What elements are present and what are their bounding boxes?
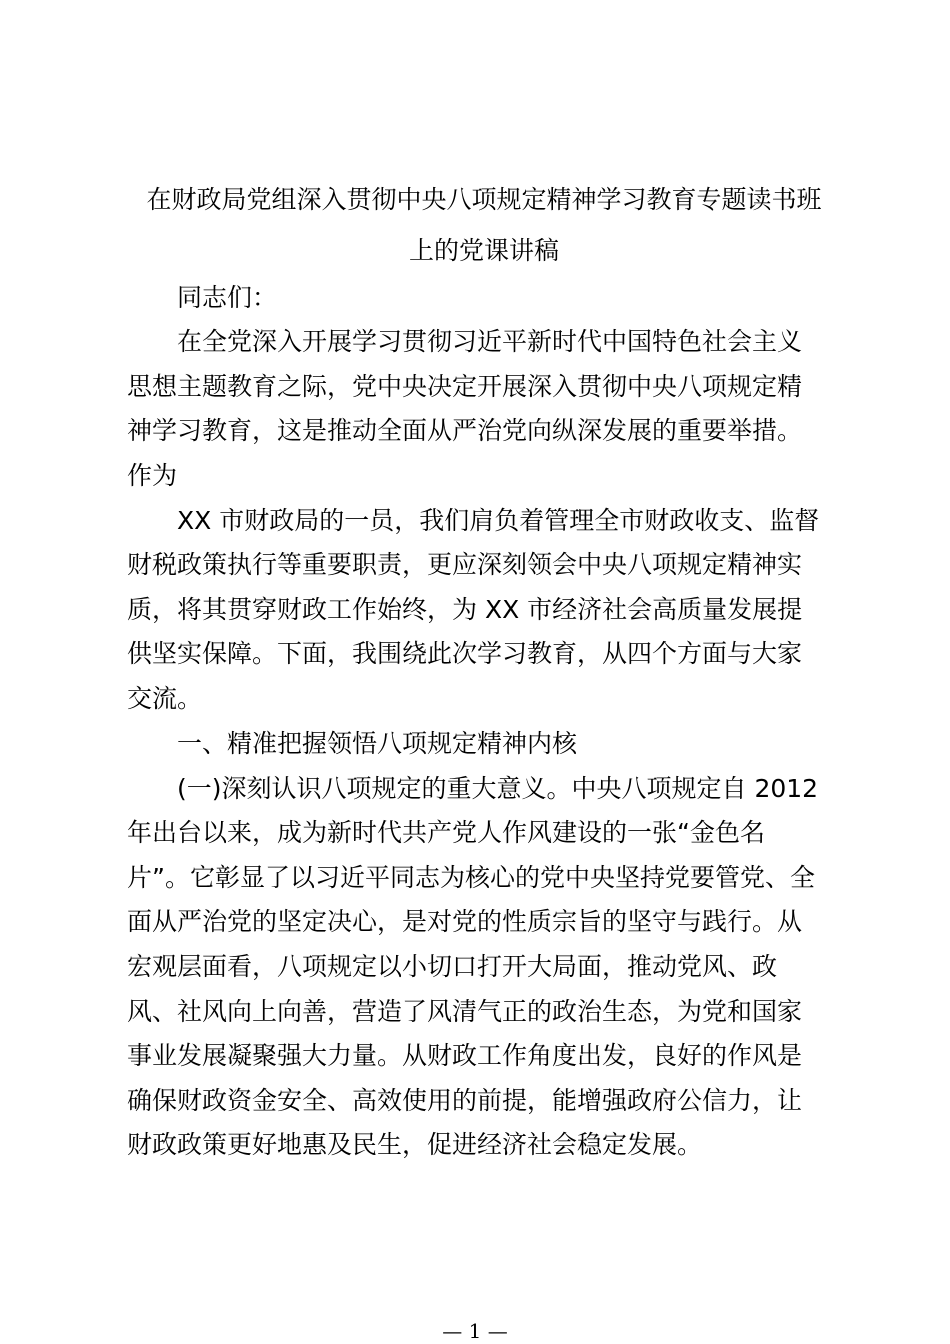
- salutation: 同志们：: [177, 283, 278, 312]
- paragraph-3-line: (一)深刻认识八项规定的重大意义。中央八项规定自 2012: [177, 774, 819, 803]
- paragraph-1-line: 在全党深入开展学习贯彻习近平新时代中国特色社会主义: [177, 327, 803, 356]
- document-title-line-2: 上的党课讲稿: [408, 236, 559, 265]
- section-heading: 一、精准把握领悟八项规定精神内核: [177, 729, 578, 758]
- paragraph-2-line: XX 市财政局的一员，我们肩负着管理全市财政收支、监督: [177, 506, 820, 535]
- paragraph-3-line: 面从严治党的坚定决心，是对党的性质宗旨的坚守与践行。从: [127, 907, 803, 936]
- paragraph-1-line: 思想主题教育之际，党中央决定开展深入贯彻中央八项规定精: [127, 372, 803, 401]
- document-title-line-1: 在财政局党组深入贯彻中央八项规定精神学习教育专题读书班: [146, 185, 822, 214]
- paragraph-3-line: 风、社风向上向善，营造了风清气正的政治生态，为党和国家: [127, 997, 803, 1026]
- paragraph-2-line: 质，将其贯穿财政工作始终，为 XX 市经济社会高质量发展提: [127, 595, 803, 624]
- paragraph-2-line: 交流。: [127, 684, 203, 713]
- paragraph-3-line: 财政政策更好地惠及民生，促进经济社会稳定发展。: [127, 1130, 703, 1159]
- paragraph-2-line: 财税政策执行等重要职责，更应深刻领会中央八项规定精神实: [127, 550, 803, 579]
- paragraph-2-line: 供坚实保障。下面，我围绕此次学习教育，从四个方面与大家: [127, 639, 803, 668]
- paragraph-3-line: 片”。它彰显了以习近平同志为核心的党中央坚持党要管党、全: [127, 863, 815, 892]
- paragraph-1-line: 神学习教育，这是推动全面从严治党向纵深发展的重要举措。: [127, 416, 803, 445]
- paragraph-3-line: 确保财政资金安全、高效使用的前提，能增强政府公信力，让: [127, 1086, 803, 1115]
- paragraph-3-line: 年出台以来，成为新时代共产党人作风建设的一张“金色名: [127, 818, 765, 847]
- paragraph-3-line: 宏观层面看，八项规定以小切口打开大局面，推动党风、政: [127, 952, 778, 981]
- paragraph-1-line: 作为: [127, 461, 178, 490]
- page-number: — 1 —: [442, 1319, 508, 1343]
- paragraph-3-line: 事业发展凝聚强大力量。从财政工作角度出发，良好的作风是: [127, 1041, 803, 1070]
